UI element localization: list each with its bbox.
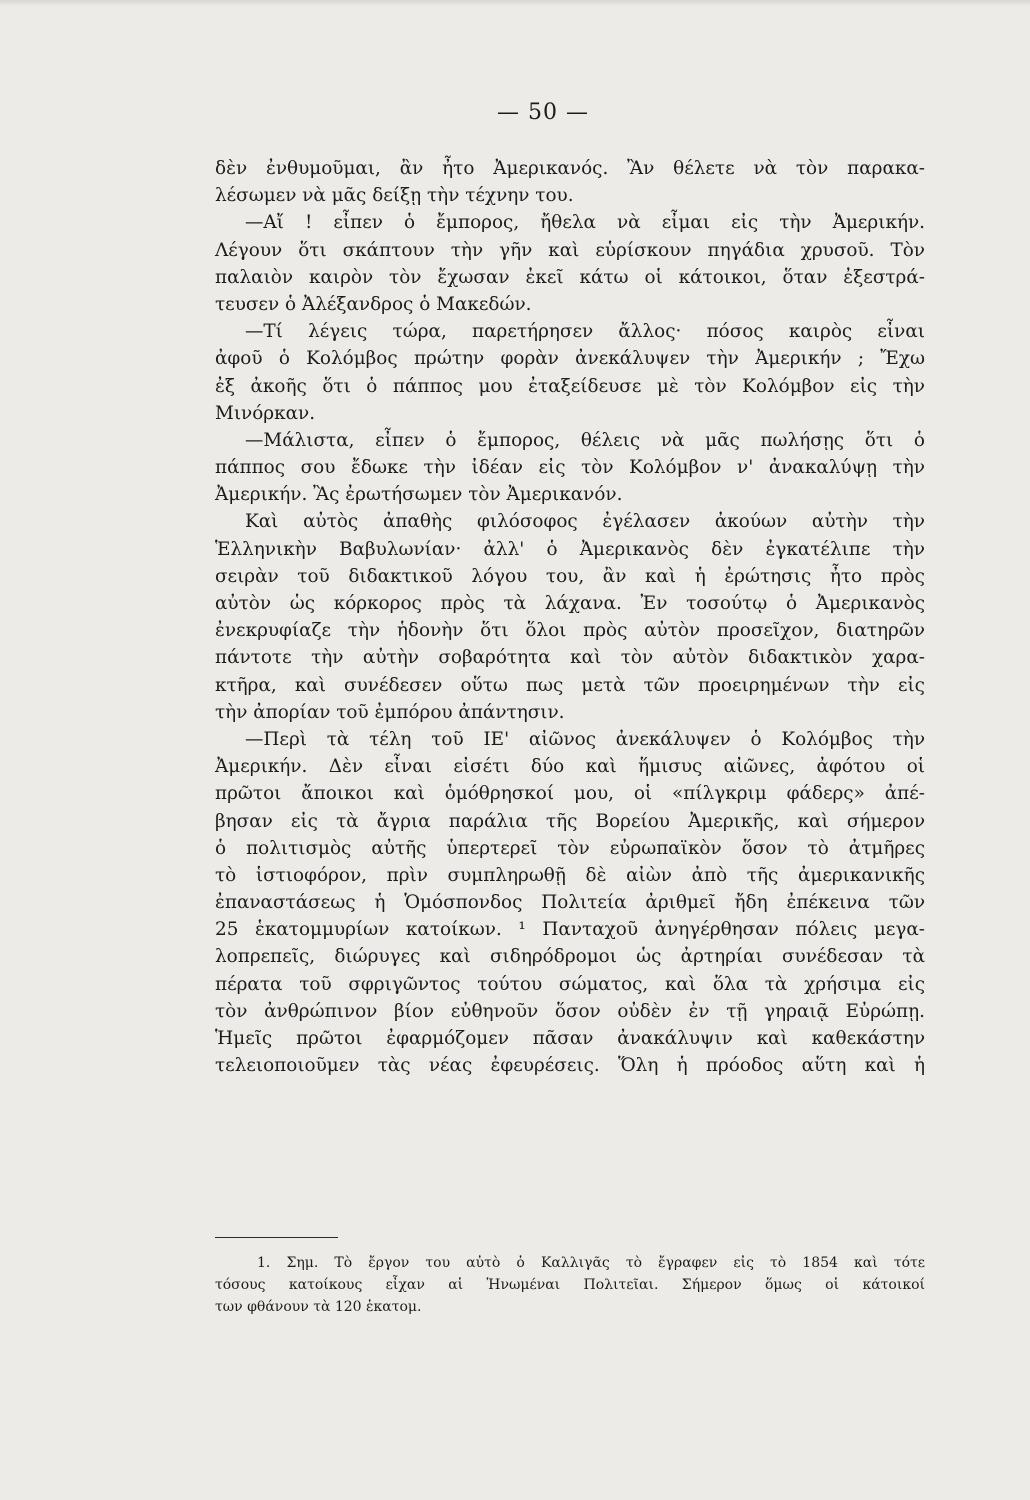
text-line: αὐτὸν ὡς κόρκορος πρὸς τὰ λάχανα. Ἐν τοσούτῳ ὁ Ἀμερικανὸς	[215, 593, 925, 614]
text-line: Ἀμερικήν. Δὲν εἶναι εἰσέτι δύο καὶ ἥμισυς αἰῶνες, ἀφότου οἱ	[215, 756, 925, 778]
text-line: Ἡμεῖς πρῶτοι ἐφαρμόζομεν πᾶσαν ἀνακάλυψιν καὶ καθεκάστην	[215, 1028, 925, 1049]
text-line: σειρὰν τοῦ διδακτικοῦ λόγου του, ἂν καὶ ἡ ἐρώτησις ἦτο πρὸς	[215, 565, 925, 587]
text-line: Καὶ αὐτὸς ἀπαθὴς φιλόσοφος ἐγέλασεν ἀκούων αὐτὴν τὴν	[245, 511, 925, 533]
page-top-edge	[0, 0, 1030, 6]
text-line: τελειοποιοῦμεν τὰς νέας ἐφευρέσεις. Ὅλη ἡ πρόοδος αὕτη καὶ ἡ	[215, 1055, 925, 1077]
text-line: κτῆρα, καὶ συνέδεσεν οὕτω πως μετὰ τῶν προειρημένων τὴν εἰς	[215, 674, 925, 696]
text-line: πρῶτοι ἄποικοι καὶ ὁμόθρησκοί μου, οἱ «πίλγκριμ φάδερς» ἀπέ-	[215, 783, 925, 805]
text-line: —Τί λέγεις τώρα, παρετήρησεν ἄλλος· πόσος καιρὸς εἶναι	[245, 321, 925, 343]
page-number: — 50 —	[497, 100, 589, 125]
text-line: τὸ ἱστιοφόρον, πρὶν συμπληρωθῇ δὲ αἰὼν ἀπὸ τῆς ἀμερικανικῆς	[215, 864, 925, 886]
text-line: λοπρεπεῖς, διώρυγες καὶ σιδηρόδρομοι ὡς ἀρτηρίαι συνέδεσαν τὰ	[215, 946, 925, 968]
text-line: πέρατα τοῦ σφριγῶντος τούτου σώματος, καὶ ὅλα τὰ χρήσιμα εἰς	[215, 973, 925, 995]
text-line: —Μάλιστα, εἶπεν ὁ ἔμπορος, θέλεις νὰ μᾶς πωλήσῃς ὅτι ὁ	[245, 429, 925, 451]
text-line: Λέγουν ὅτι σκάπτουν τὴν γῆν καὶ εὑρίσκουν πηγάδια χρυσοῦ. Τὸν	[215, 239, 925, 261]
text-line: λέσωμεν νὰ μᾶς δείξῃ τὴν τέχνην του.	[215, 185, 574, 207]
footnote-line: 1. Σημ. Τὸ ἔργον του αὐτὸ ὁ Καλλιγᾶς τὸ ἔγραφεν εἰς τὸ 1854 καὶ τότε	[257, 1255, 925, 1271]
footnote-separator	[215, 1237, 338, 1238]
text-line: τευσεν ὁ Ἀλέξανδρος ὁ Μακεδών.	[215, 293, 532, 315]
footnote-line: τόσους κατοίκους εἶχαν αἱ Ἡνωμέναι Πολιτεῖαι. Σήμερον ὅμως οἱ κάτοικοί	[215, 1277, 925, 1293]
body-text	[215, 155, 925, 1079]
text-line: τὸν ἀνθρώπινον βίον εὐθηνοῦν ὅσον οὐδὲν ἐν τῇ γηραιᾷ Εὐρώπῃ.	[215, 1000, 925, 1022]
text-line: —Περὶ τὰ τέλη τοῦ ΙΕ' αἰῶνος ἀνεκάλυψεν ὁ Κολόμβος τὴν	[245, 728, 925, 750]
text-line: ἐπαναστάσεως ἡ Ὁμόσπονδος Πολιτεία ἀριθμεῖ ἤδη ἐπέκεινα τῶν	[215, 892, 925, 914]
text-line: ἀφοῦ ὁ Κολόμβος πρώτην φορὰν ἀνεκάλυψεν τὴν Ἀμερικήν ; Ἔχω	[215, 348, 925, 370]
text-line: Ἀμερικήν. Ἂς ἐρωτήσωμεν τὸν Ἀμερικανόν.	[215, 484, 623, 506]
text-line: ἐνεκρυφίαζε τὴν ἡδονὴν ὅτι ὅλοι πρὸς αὐτὸν προσεῖχον, διατηρῶν	[215, 620, 925, 642]
text-line: πάντοτε τὴν αὐτὴν σοβαρότητα καὶ τὸν αὐτὸν διδακτικὸν χαρα-	[215, 647, 925, 669]
footnote-line: των φθάνουν τὰ 120 ἑκατομ.	[215, 1299, 422, 1315]
text-line: πάππος σου ἔδωκε τὴν ἰδέαν εἰς τὸν Κολόμβον ν' ἀνακαλύψῃ τὴν	[215, 457, 925, 479]
text-line: 25 ἑκατομμυρίων κατοίκων. ¹ Πανταχοῦ ἀνηγέρθησαν πόλεις μεγα-	[215, 919, 925, 941]
text-line: Ἑλληνικὴν Βαβυλωνίαν· ἀλλ' ὁ Ἀμερικανὸς δὲν ἐγκατέλιπε τὴν	[215, 538, 925, 560]
text-line: Μινόρκαν.	[215, 402, 316, 424]
text-line: ὁ πολιτισμὸς αὐτῆς ὑπερτερεῖ τὸν εὐρωπαϊκὸν ὅσον τὸ ἀτμῆρες	[215, 837, 925, 859]
text-line: βησαν εἰς τὰ ἄγρια παράλια τῆς Βορείου Ἀμερικῆς, καὶ σήμερον	[215, 810, 925, 832]
text-line: δὲν ἐνθυμοῦμαι, ἂν ἦτο Ἀμερικανός. Ἂν θέλετε νὰ τὸν παρακα-	[215, 158, 925, 179]
text-line: —Αἴ ! εἶπεν ὁ ἔμπορος, ἤθελα νὰ εἶμαι εἰς τὴν Ἀμερικήν.	[245, 212, 925, 234]
text-line: ἐξ ἀκοῆς ὅτι ὁ πάππος μου ἐταξείδευσε μὲ τὸν Κολόμβον εἰς τὴν	[215, 375, 925, 397]
text-line: παλαιὸν καιρὸν τὸν ἔχωσαν ἐκεῖ κάτω οἱ κάτοικοι, ὅταν ἐξεστρά-	[215, 266, 925, 288]
text-line: τὴν ἀπορίαν τοῦ ἐμπόρου ἀπάντησιν.	[215, 701, 565, 723]
footnotes	[215, 1252, 925, 1318]
